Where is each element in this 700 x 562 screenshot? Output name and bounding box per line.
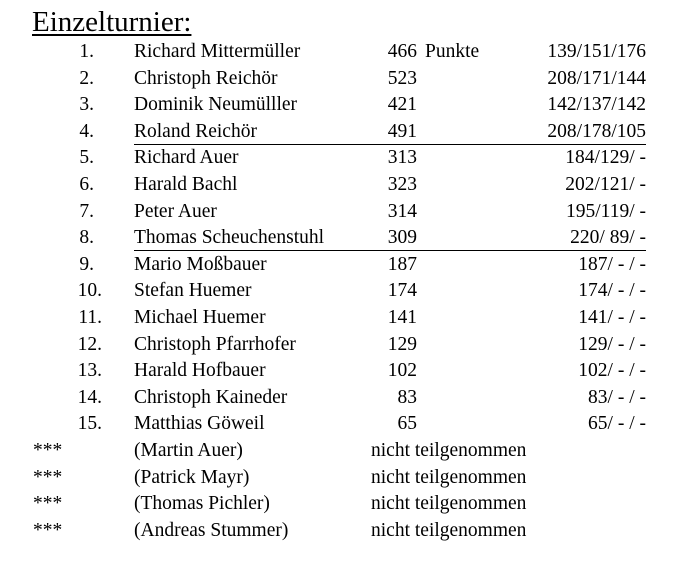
player-name: Peter Auer [134,200,217,222]
player-name: Christoph Reichör [134,67,278,89]
game-scores: 208/178/105 [547,120,646,142]
points: 491 [387,120,417,142]
points: 523 [387,67,417,89]
points: 421 [387,94,417,116]
table-row [0,332,700,359]
rank: 4. [79,120,94,142]
points: 187 [387,253,417,275]
list-item [0,465,700,492]
rank: 3. [79,94,94,116]
page-title: Einzelturnier: [32,6,192,38]
points: 313 [387,147,417,169]
points: 174 [387,280,417,302]
player-name: (Andreas Stummer) [134,519,289,541]
game-scores: 174/ - / - [578,280,646,302]
rank: 14. [77,386,102,408]
table-row [0,385,700,412]
game-scores: 141/ - / - [578,306,646,328]
rank: 6. [79,173,94,195]
rank: 5. [79,147,94,169]
game-scores: 187/ - / - [578,253,646,275]
rank: 15. [77,413,102,435]
game-scores: 129/ - / - [578,333,646,355]
player-name: (Thomas Pichler) [134,493,270,515]
player-name: Stefan Huemer [134,280,252,302]
player-name: Richard Auer [134,147,239,169]
results-list [0,39,700,544]
table-row [0,92,700,119]
rank: 9. [79,253,94,275]
table-row [0,305,700,332]
points-unit: Punkte [425,41,480,62]
game-scores: 202/121/ - [565,173,646,195]
list-item [0,438,700,465]
marker: *** [33,519,63,541]
game-scores: 83/ - / - [588,386,646,408]
table-row [0,172,700,199]
rank: 7. [79,200,94,222]
points: 314 [387,200,417,222]
player-name: Harald Hofbauer [134,360,266,382]
table-row [0,199,700,226]
table-row [0,145,700,172]
table-row [0,119,700,146]
points: 129 [387,333,417,355]
player-name: Christoph Pfarrhofer [134,333,296,355]
table-row [0,278,700,305]
list-item [0,491,700,518]
game-scores: 208/171/144 [547,67,646,89]
list-item [0,518,700,545]
rank: 11. [78,306,102,328]
status-note: nicht teilgenommen [371,519,527,541]
rank: 2. [79,67,94,89]
game-scores: 102/ - / - [578,360,646,382]
player-name: Matthias Göweil [134,413,265,435]
player-name: Michael Huemer [134,306,266,328]
status-note: nicht teilgenommen [371,439,527,461]
points: 309 [387,227,417,249]
player-name: Dominik Neumülller [134,94,298,116]
rank: 10. [77,280,102,302]
marker: *** [33,466,63,488]
table-row [0,252,700,279]
points: 141 [387,306,417,328]
player-name: Harald Bachl [134,173,238,195]
rank: 1. [79,41,94,62]
status-note: nicht teilgenommen [371,493,527,515]
table-row [0,66,700,93]
points: 466 [387,41,417,62]
table-row [0,225,700,252]
rank: 13. [77,360,102,382]
game-scores: 220/ 89/ - [570,227,646,249]
player-name: Richard Mittermüller [134,41,301,62]
points: 65 [397,413,417,435]
marker: *** [33,493,63,515]
game-scores: 139/151/176 [547,41,646,62]
game-scores: 195/119/ - [566,200,646,222]
status-note: nicht teilgenommen [371,466,527,488]
player-name: Mario Moßbauer [134,253,267,275]
table-row [0,358,700,385]
marker: *** [33,439,63,461]
points: 323 [387,173,417,195]
player-name: Thomas Scheuchenstuhl [134,227,325,249]
table-row [0,39,700,66]
player-name: Roland Reichör [134,120,257,142]
rank: 12. [77,333,102,355]
points: 83 [397,386,417,408]
table-row [0,411,700,438]
player-name: Christoph Kaineder [134,386,288,408]
player-name: (Patrick Mayr) [134,466,250,488]
game-scores: 142/137/142 [547,94,646,116]
points: 102 [387,360,417,382]
rank: 8. [79,227,94,249]
game-scores: 65/ - / - [588,413,646,435]
player-name: (Martin Auer) [134,439,243,461]
game-scores: 184/129/ - [565,147,646,169]
